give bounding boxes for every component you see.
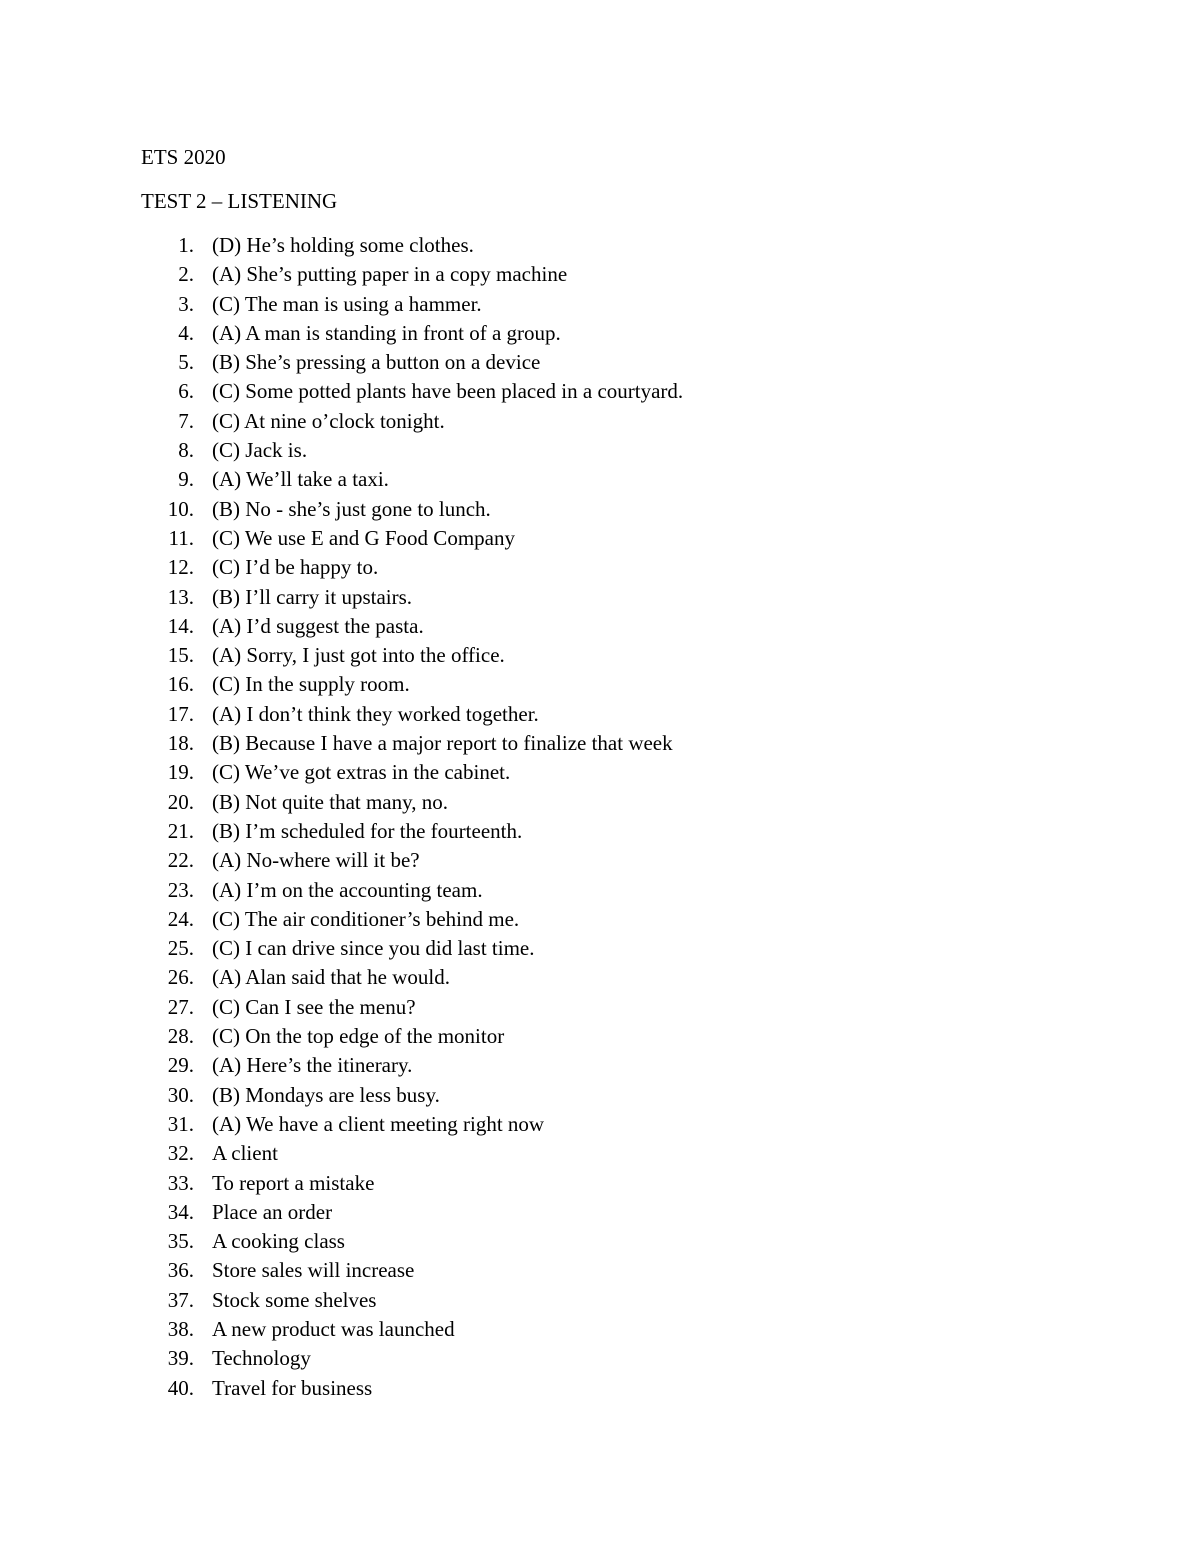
answer-item xyxy=(0,876,1000,905)
answer-item xyxy=(0,1315,1000,1344)
answer-number: 30. xyxy=(167,1082,194,1107)
answer-item xyxy=(0,231,1000,260)
answer-item xyxy=(0,1081,1000,1110)
answer-item xyxy=(0,700,1000,729)
answer-text: (C) At nine o’clock tonight. xyxy=(212,408,445,433)
answer-number: 33. xyxy=(167,1170,194,1195)
answer-number: 39. xyxy=(167,1346,194,1371)
answer-text: (B) Not quite that many, no. xyxy=(212,789,449,814)
answer-item xyxy=(0,524,1000,553)
answer-item xyxy=(0,963,1000,992)
answer-text: (A) Here’s the itinerary. xyxy=(212,1053,413,1078)
answer-text: (D) He’s holding some clothes. xyxy=(212,233,474,257)
answer-number: 29. xyxy=(167,1053,194,1078)
answer-number: 17. xyxy=(167,701,194,726)
answer-number: 35. xyxy=(167,1229,194,1254)
answer-text: Stock some shelves xyxy=(212,1287,377,1312)
answer-number: 15. xyxy=(167,643,194,668)
answer-text: (A) I’m on the accounting team. xyxy=(212,877,483,902)
answer-item xyxy=(0,1022,1000,1051)
answer-text: A client xyxy=(212,1141,278,1166)
answer-text: (C) I’d be happy to. xyxy=(212,555,379,580)
answer-text: (C) Can I see the menu? xyxy=(212,994,416,1019)
answer-number: 34. xyxy=(167,1199,194,1224)
answer-text: Travel for business xyxy=(212,1375,373,1400)
answer-number: 38. xyxy=(167,1316,194,1341)
answer-text: (A) A man is standing in front of a group. xyxy=(212,320,561,345)
answer-item xyxy=(0,260,1000,289)
answer-text: Place an order xyxy=(212,1199,333,1224)
answer-text: (B) Because I have a major report to finalize that week xyxy=(212,731,673,756)
answer-list xyxy=(0,231,1000,1403)
answer-item xyxy=(0,788,1000,817)
answer-number: 8. xyxy=(178,438,194,463)
answer-item xyxy=(0,817,1000,846)
answer-item xyxy=(0,1227,1000,1256)
answer-text: Technology xyxy=(212,1346,311,1371)
answer-text: (A) No-where will it be? xyxy=(212,848,420,873)
answer-item xyxy=(0,495,1000,524)
answer-number: 3. xyxy=(178,291,194,316)
answer-item xyxy=(0,1374,1000,1403)
answer-item xyxy=(0,993,1000,1022)
answer-item xyxy=(0,758,1000,787)
answer-text: (A) Alan said that he would. xyxy=(212,965,450,990)
answer-text: (B) Mondays are less busy. xyxy=(212,1082,440,1107)
answer-item xyxy=(0,290,1000,319)
answer-text: (C) Jack is. xyxy=(212,438,308,463)
answer-number: 4. xyxy=(178,320,194,345)
answer-item xyxy=(0,934,1000,963)
answer-item xyxy=(0,1286,1000,1315)
answer-number: 16. xyxy=(167,672,194,697)
answer-item xyxy=(0,1344,1000,1373)
answer-number: 20. xyxy=(167,789,194,814)
answer-number: 14. xyxy=(167,613,194,638)
answer-number: 21. xyxy=(167,818,194,843)
answer-item xyxy=(0,670,1000,699)
answer-text: (C) In the supply room. xyxy=(212,672,410,697)
answer-number: 23. xyxy=(167,877,194,902)
answer-text: To report a mistake xyxy=(212,1170,375,1195)
answer-text: (C) We’ve got extras in the cabinet. xyxy=(212,760,511,785)
answer-text: (C) On the top edge of the monitor xyxy=(212,1024,505,1049)
document-title: ETS 2020 xyxy=(141,145,226,169)
answer-text: (A) She’s putting paper in a copy machine xyxy=(212,262,568,287)
answer-number: 37. xyxy=(167,1287,194,1312)
answer-text: (B) No - she’s just gone to lunch. xyxy=(212,496,491,521)
answer-number: 40. xyxy=(167,1375,194,1400)
answer-item xyxy=(0,641,1000,670)
answer-item xyxy=(0,407,1000,436)
answer-number: 7. xyxy=(178,408,194,433)
answer-number: 1. xyxy=(178,233,194,257)
answer-number: 6. xyxy=(178,379,194,404)
answer-number: 11. xyxy=(168,525,194,550)
answer-number: 22. xyxy=(167,848,194,873)
answer-number: 31. xyxy=(167,1111,194,1136)
answer-number: 27. xyxy=(167,994,194,1019)
answer-text: A cooking class xyxy=(212,1229,345,1254)
answer-text: (A) Sorry, I just got into the office. xyxy=(212,643,505,668)
answer-item xyxy=(0,1256,1000,1285)
answer-text: (C) The man is using a hammer. xyxy=(212,291,482,316)
document-subtitle: TEST 2 – LISTENING xyxy=(141,189,338,213)
answer-text: A new product was launched xyxy=(212,1316,455,1341)
answer-number: 5. xyxy=(178,350,194,375)
answer-item xyxy=(0,348,1000,377)
answer-number: 36. xyxy=(167,1258,194,1283)
answer-number: 2. xyxy=(178,262,194,287)
answer-item xyxy=(0,729,1000,758)
answer-text: (A) We have a client meeting right now xyxy=(212,1111,545,1136)
answer-number: 10. xyxy=(167,496,194,521)
answer-number: 13. xyxy=(167,584,194,609)
answer-text: (C) The air conditioner’s behind me. xyxy=(212,906,520,931)
answer-number: 32. xyxy=(167,1141,194,1166)
answer-item xyxy=(0,1051,1000,1080)
answer-text: (B) I’m scheduled for the fourteenth. xyxy=(212,818,523,843)
answer-text: (B) I’ll carry it upstairs. xyxy=(212,584,413,609)
answer-item xyxy=(0,1110,1000,1139)
answer-number: 9. xyxy=(178,467,194,492)
answer-text: (A) I don’t think they worked together. xyxy=(212,701,539,726)
answer-item xyxy=(0,436,1000,465)
answer-item xyxy=(0,1198,1000,1227)
answer-item xyxy=(0,1139,1000,1168)
answer-text: (A) We’ll take a taxi. xyxy=(212,467,389,492)
answer-number: 26. xyxy=(167,965,194,990)
answer-text: (B) She’s pressing a button on a device xyxy=(212,350,541,375)
answer-item xyxy=(0,465,1000,494)
answer-item xyxy=(0,612,1000,641)
answer-item xyxy=(0,583,1000,612)
answer-number: 25. xyxy=(167,936,194,961)
answer-text: Store sales will increase xyxy=(212,1258,415,1283)
answer-item xyxy=(0,1169,1000,1198)
answer-text: (A) I’d suggest the pasta. xyxy=(212,613,424,638)
answer-item xyxy=(0,905,1000,934)
answer-number: 28. xyxy=(167,1024,194,1049)
answer-item xyxy=(0,377,1000,406)
answer-item xyxy=(0,319,1000,348)
answer-number: 24. xyxy=(167,906,194,931)
answer-item xyxy=(0,553,1000,582)
answer-number: 18. xyxy=(167,731,194,756)
answer-text: (C) We use E and G Food Company xyxy=(212,525,515,550)
answer-text: (C) I can drive since you did last time. xyxy=(212,936,535,961)
answer-item xyxy=(0,846,1000,875)
answer-number: 19. xyxy=(167,760,194,785)
answer-number: 12. xyxy=(167,555,194,580)
answer-text: (C) Some potted plants have been placed in a courtyard. xyxy=(212,379,684,404)
